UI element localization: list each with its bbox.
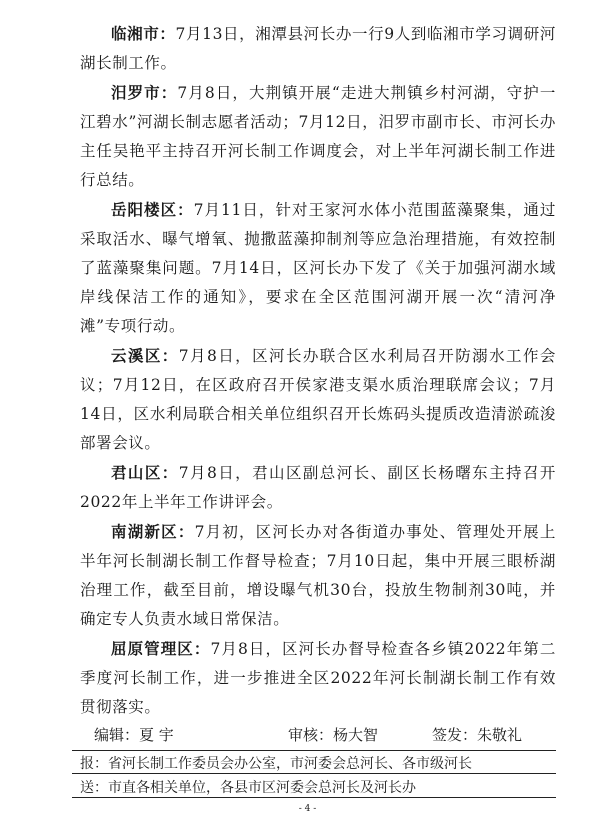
- paragraph-junshan: [80, 459, 556, 517]
- paragraph-yunxi: [80, 342, 556, 458]
- reviewer-label: 审核：杨大智: [288, 726, 379, 744]
- paragraph-text: 7月8日，区河长办联合区水利局召开防溺水工作会议；7月12日，在区政府召开侯家港支渠水质治理联席会议；7月14日，区水利局联合相关单位组织召开长炼码头提质改造清淤疏浚部署会议。: [80, 347, 556, 452]
- issuer-label: 签发：朱敬礼: [432, 726, 523, 744]
- region-label: 云溪区：: [111, 347, 179, 365]
- signature-line: [80, 724, 556, 748]
- region-label: 汨罗市：: [111, 84, 178, 102]
- paragraph-text: 7月8日，区河长办督导检查各乡镇2022年第二季度河长制工作，进一步推进全区2022年河长制湖长制工作有效贯彻落实。: [80, 640, 556, 716]
- paragraph-miluo: [80, 79, 556, 195]
- bulletin-body: [80, 20, 556, 723]
- editor-label: 编辑：夏 宇: [94, 726, 174, 744]
- paragraph-nanhu: [80, 518, 556, 634]
- report-to-line: 报：省河长制工作委员会办公室，市河委会总河长、各市级河长: [80, 756, 472, 772]
- paragraph-text: 7月初，区河长办对各街道办事处、管理处开展上半年河长制湖长制工作督导检查；7月10日起，集中开展三眼桥湖治理工作，截至目前，增设曝气机30台，投放生物制剂30吨，并确定专人负责水域日常保洁。: [80, 523, 556, 628]
- region-label: 君山区：: [111, 464, 179, 482]
- paragraph-text: 7月8日，君山区副总河长、副区长杨曙东主持召开2022年上半年工作讲评会。: [80, 464, 556, 511]
- send-to-line: 送：市直各相关单位，各县市区河委会总河长及河长办: [80, 780, 416, 796]
- region-label: 临湘市：: [111, 25, 176, 43]
- divider-middle: [72, 773, 556, 774]
- paragraph-text: 7月11日，针对王家河水体小范围蓝藻聚集，通过采取活水、曝气增氧、抛撒蓝藻抑制剂等应急治理措施，有效控制了蓝藻聚集问题。7月14日，区河长办下发了《关于加强河湖水域岸线保洁工作的通知》，要求在全区范围河湖开展一次“清河净滩”专项行动。: [80, 201, 556, 335]
- paragraph-text: 7月13日，湘潭县河长办一行9人到临湘市学习调研河湖长制工作。: [80, 25, 556, 72]
- region-label: 南湖新区：: [111, 523, 195, 541]
- paragraph-text: 7月8日，大荆镇开展“走进大荆镇乡村河湖，守护一江碧水”河湖长制志愿者活动；7月12日，汨罗市副市长、市河长办主任吴艳平主持召开河长制工作调度会，对上半年河湖长制工作进行总结。: [80, 84, 556, 189]
- divider-top: [72, 750, 556, 751]
- paragraph-quyuan: [80, 635, 556, 722]
- divider-bottom: [72, 797, 556, 798]
- paragraph-yueyanglou: [80, 196, 556, 341]
- region-label: 屈原管理区：: [111, 640, 211, 658]
- page-number: - 4 -: [298, 804, 317, 814]
- paragraph-linxiang: [80, 20, 556, 78]
- region-label: 岳阳楼区：: [111, 201, 194, 219]
